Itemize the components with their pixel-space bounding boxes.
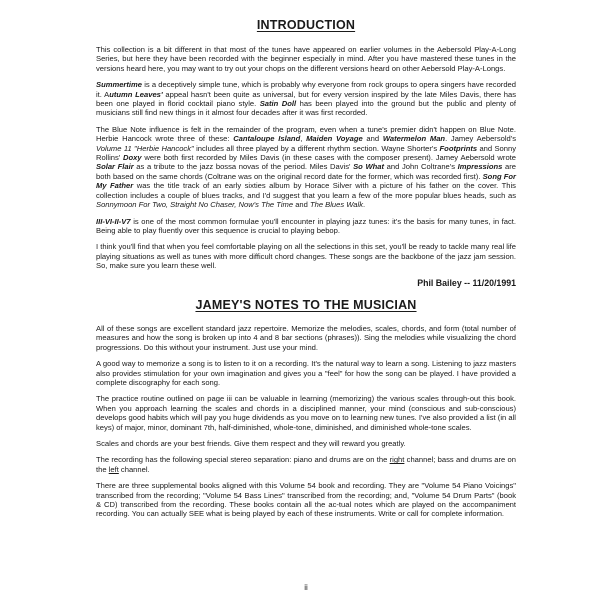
text-span: has been played into the ground but the public and plenty of musicians still find new things in it almost four decades after it was first recorded. <box>96 99 516 118</box>
notes-paragraph-3: The practice routine outlined on page iii can be valuable in learning (memorizing) the various scales through-out this book. When you approach learning the scales and chords in a disciplined manner, your mind (conscious and sub-conscious) develops good habits which will pay you huge dividends as you move on to learning new tunes. I've also provided a list (in all keys) of major, minor, dominant 7th, half-diminished, whole-tone, diminished, and diminished whole-tone scales. <box>96 394 516 432</box>
title-song-for-my-father: Song For My Father <box>96 171 516 191</box>
notes-paragraph-5 <box>96 455 516 474</box>
notes-heading: JAMEY'S NOTES TO THE MUSICIAN <box>195 297 417 312</box>
author-signature: Phil Bailey -- 11/20/1991 <box>417 277 516 288</box>
intro-paragraph-1: This collection is a bit different in that most of the tunes have appeared on earlier volumes in the Aebersold Play-A-Long Series, but here they have been recorded with the beginner especially in mind. After you have mastered these tunes in the versions heard here, you may want to try out your chops on the different versions heard on other Aebersold Play-A-Longs. <box>96 45 516 73</box>
title-footprints: Footprints <box>439 143 478 153</box>
document-page <box>96 0 516 600</box>
notes-paragraph-4: Scales and chords are your best friends. Give them respect and they will reward you greatly. <box>96 439 406 448</box>
text-span: as a tribute to the jazz bossa novas of the period. Miles Davis' <box>133 162 354 172</box>
text-span: . <box>363 200 366 210</box>
channel-right: right <box>389 455 405 465</box>
text-span: is a deceptively simple tune, which is probably why everyone from rock groups to opera singers have recorded it. A <box>96 80 516 99</box>
text-span: and <box>293 200 310 210</box>
introduction-heading: INTRODUCTION <box>256 18 356 32</box>
text-span: and <box>362 134 383 144</box>
text-span: and Sonny Rollins' <box>96 143 517 163</box>
intro-paragraph-2 <box>96 80 516 118</box>
title-autumn-leaves: utumn Leaves' <box>109 89 163 99</box>
title-cantaloupe-island: Cantaloupe Island <box>233 134 301 144</box>
text-span: channel; bass and drums are on the <box>96 455 516 474</box>
text-span: appeal hasn't been quite as universal, but for every version inspired by the late Miles Davis, there has been one played in florid cocktail piano style. <box>96 89 517 109</box>
title-volume-11: Volume 11 "Herbie Hancock" <box>96 143 194 153</box>
title-summertime: Summertime <box>96 80 143 90</box>
progression-iii-vi-ii-v7: III-VI-II-V7 <box>96 216 131 226</box>
notes-paragraph-1: All of these songs are excellent standard jazz repertoire. Memorize the melodies, scales, chords, and form (total number of measures and how the song is broken up into 4 and 8 bar sections (phrases)). Sing the melodies while visualizing the chord progressions. Do this without your instrument. Just use your mind. <box>96 323 516 352</box>
text-span: were both first recorded by Miles Davis (in these cases with the composer present). Jamey Aebersold wrote <box>141 153 516 163</box>
title-blues-heads: Sonnymoon For Two, Straight No Chaser, Now's The Time <box>96 200 294 210</box>
intro-paragraph-3 <box>96 125 516 210</box>
page-number: ii <box>304 583 308 592</box>
intro-paragraph-4 <box>96 217 516 236</box>
text-span: , <box>300 134 307 144</box>
text-span: and John Coltrane's <box>384 162 458 172</box>
title-the-blues-walk: The Blues Walk <box>309 200 364 210</box>
text-span: was the title track of an early sixties album by Horace Silver with a picture of his father on the cover. This collection includes a couple of blues tracks, and I'd suggest that you learn a few of the more popular blues heads, such as <box>96 181 516 200</box>
text-span: channel. <box>118 464 150 474</box>
text-span: The Blue Note influence is felt in the remainder of the program, even when a tune's premier didn't happen on Blue Note. Herbie Hancock wrote three of these: <box>96 124 516 144</box>
title-doxy: Doxy <box>123 153 142 163</box>
channel-left: left <box>108 464 119 474</box>
title-so-what: So What <box>353 162 385 172</box>
text-span: The recording has the following special stereo separation: piano and drums are on the <box>96 455 390 465</box>
text-span: are both based on the same chords (Coltrane was on the original record date for the former, which was recorded first). <box>96 162 517 181</box>
title-satin-doll: Satin Doll <box>259 99 297 109</box>
text-span: . Jamey Aebersold's <box>445 134 517 144</box>
text-span: includes all three played by a different rhythm section. Wayne Shorter's <box>193 143 440 153</box>
notes-paragraph-6: There are three supplemental books aligned with this Volume 54 book and recording. They are "Volume 54 Piano Voicings" transcribed from the recording; "Volume 54 Bass Lines" transcribed from the recording; and, "Volume 54 Drum Parts" (book & CD) transcribed from the recording. These books contain all the ac-tual notes which are played on the accompaniment recording. You can actually SEE what is being played by each of these instruments. Write or call for complete information. <box>96 481 516 519</box>
title-maiden-voyage: Maiden Voyage <box>306 134 363 144</box>
title-watermelon-man: Watermelon Man <box>382 134 446 144</box>
title-impressions: Impressions <box>457 162 503 172</box>
intro-paragraph-5: I think you'll find that when you feel comfortable playing on all the selections in this set, you'll be ready to tackle many real life playing situations as well as tunes with more difficult chord changes. These songs are the backbone of the jazz jam session. So, make sure you learn these well. <box>96 242 516 271</box>
title-solar-flair: Solar Flair <box>96 162 134 172</box>
text-span: is one of the most common formulae you'll encounter in playing jazz tunes: it's the basis for many tunes, in fact. Being able to play fluently over this sequence is crucial to playing bebop. <box>96 216 516 235</box>
notes-paragraph-2: A good way to memorize a song is to listen to it on a recording. It's the natural way to learn a song. Listening to jazz masters also provides stimulation for your own imagination and gives you a "feel" for how the song can be played. I have provided a complete discography for each song. <box>96 359 516 387</box>
